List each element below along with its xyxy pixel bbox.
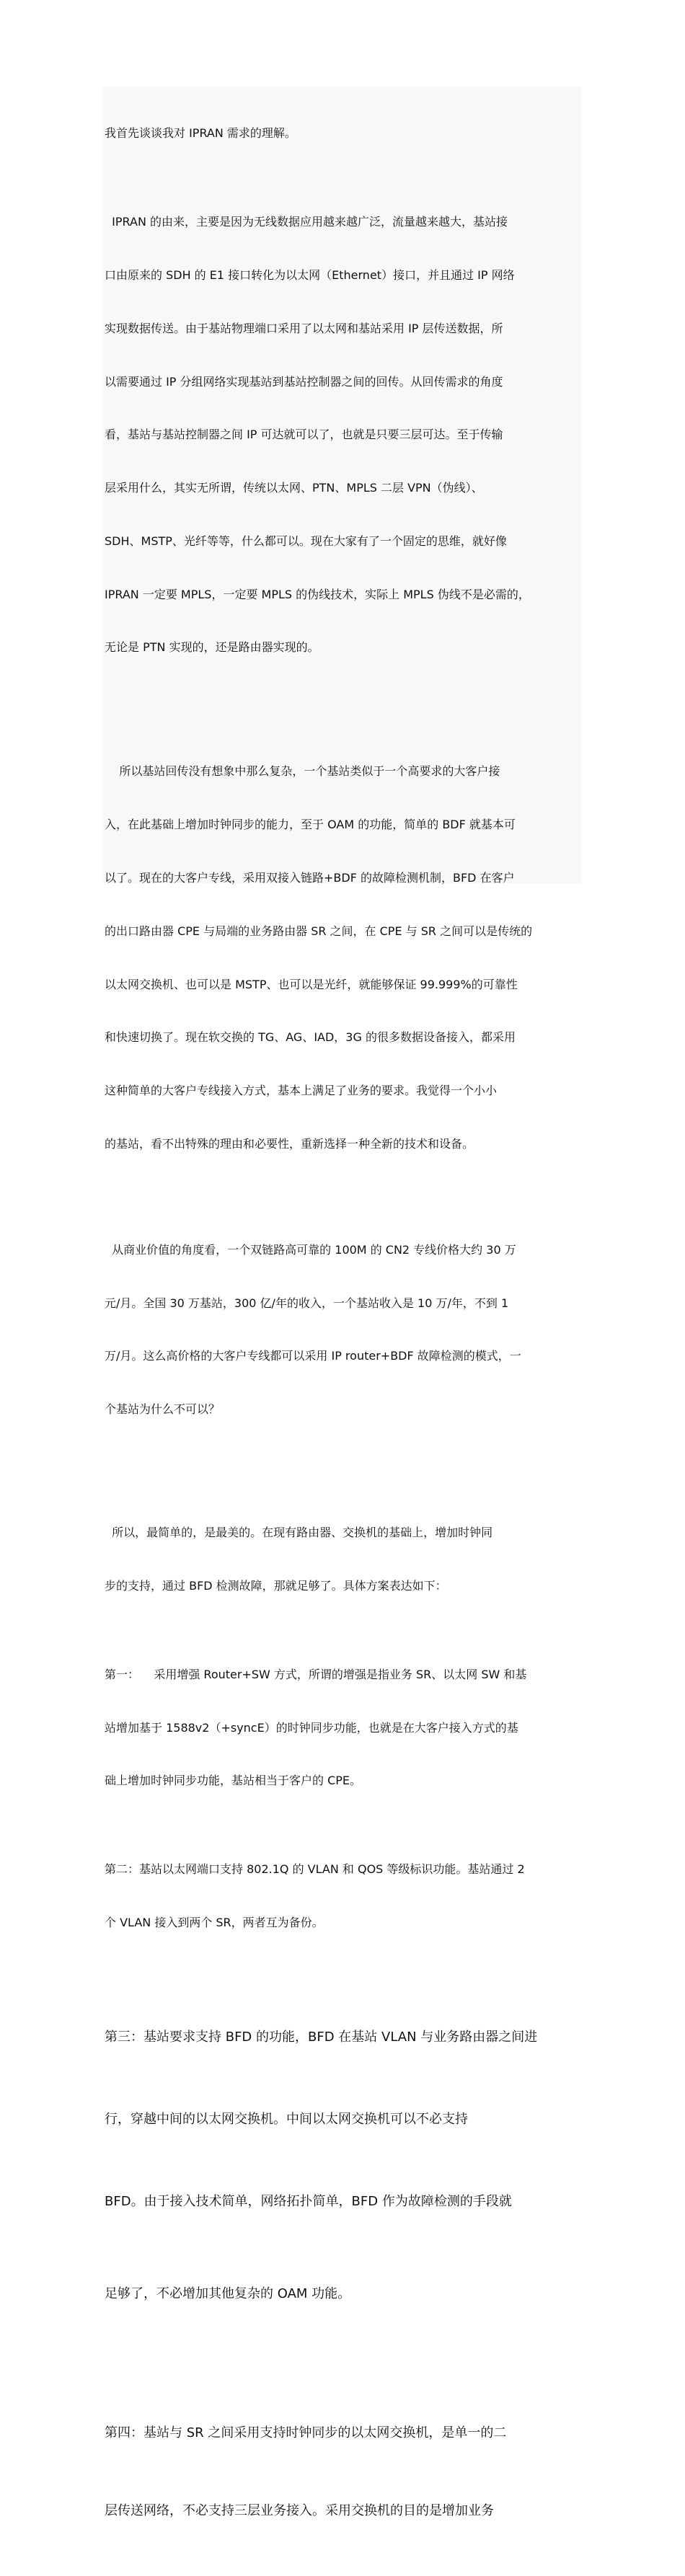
paragraph-fourth [105, 2368, 583, 2576]
text-line: 所以，最简单的，是最美的。在现有路由器、交换机的基础上，增加时钟同 [105, 1526, 493, 1540]
paragraph-first [105, 1631, 583, 1826]
text-line: 所以基站回传没有想象中那么复杂，一个基站类似于一个高要求的大客户接 [105, 764, 500, 779]
text-line: SDH、MSTP、光纤等等，什么都可以。现在大家有了一个固定的思维，就好像 [105, 534, 507, 548]
paragraph-intro [105, 89, 583, 178]
text-line: 个 VLAN 接入到两个 SR，两者互为备份。 [105, 1916, 324, 1930]
text-line: 实现数据传送。由于基站物理端口采用了以太网和基站采用 IP 层传送数据，所 [105, 321, 503, 335]
text-line: 万/月。这么高价格的大客户专线都可以采用 IP router+BDF 故障检测的模式，一 [105, 1349, 521, 1363]
text-line: 和快速切换了。现在软交换的 TG、AG、IAD，3G 的很多数据设备接入，都采用 [105, 1030, 516, 1045]
text-line: 无论是 PTN 实现的，还是路由器实现的。 [105, 640, 319, 655]
paragraph-not-complex [105, 727, 583, 1188]
text-line: IPRAN 的由来，主要是因为无线数据应用越来越广泛，流量越来越大，基站接 [105, 215, 508, 229]
text-line: 元/月。全国 30 万基站，300 亿/年的收入，一个基站收入是 10 万/年，不到 1 [105, 1296, 509, 1310]
text-line: 第一： 采用增强 Router+SW 方式，所谓的增强是指业务 SR、以太网 SW 和基 [105, 1667, 527, 1681]
text-line: 础上增加时钟同步功能，基站相当于客户的 CPE。 [105, 1774, 362, 1788]
text-line: 以了。现在的大客户专线，采用双接入链路+BDF 的故障检测机制，BFD 在客户 [105, 870, 515, 885]
text-line: 个基站为什么不可以？ [105, 1402, 221, 1417]
text-line: 的出口路由器 CPE 与局端的业务路由器 SR 之间，在 CPE 与 SR 之间可以是传统的 [105, 924, 533, 938]
text-line: BFD。由于接入技术简单，网络拓扑简单，BFD 作为故障检测的手段就 [105, 2193, 512, 2209]
document-body [105, 89, 583, 2576]
text-line: 的基站，看不出特殊的理由和必要性，重新选择一种全新的技术和设备。 [105, 1136, 474, 1151]
paragraph-second [105, 1825, 583, 1968]
text-line: 从商业价值的角度看，一个双链路高可靠的 100M 的 CN2 专线价格大约 30 万 [105, 1242, 516, 1257]
text-line: 层采用什么，其实无所谓，传统以太网、PTN、MPLS 二层 VPN（伪线）、 [105, 481, 483, 495]
text-line: 看，基站与基站控制器之间 IP 可达就可以了，也就是只要三层可达。至于传输 [105, 428, 503, 442]
text-line: 以需要通过 IP 分组网络实现基站到基站控制器之间的回传。从回传需求的角度 [105, 374, 503, 389]
text-line: 我首先谈谈我对 IPRAN 需求的理解。 [105, 126, 296, 141]
text-line: 口由原来的 SDH 的 E1 接口转化为以太网（Ethernet）接口，并且通过 IP 网络 [105, 267, 515, 282]
text-line: 步的支持，通过 BFD 检测故障，那就足够了。具体方案表达如下： [105, 1578, 447, 1593]
paragraph-simplest [105, 1489, 583, 1631]
text-line: 层传送网络，不必支持三层业务接入。采用交换机的目的是增加业务 [105, 2502, 494, 2518]
text-line: 第四：基站与 SR 之间采用支持时钟同步的以太网交换机，是单一的二 [105, 2425, 507, 2440]
paragraph-business-value [105, 1206, 583, 1454]
text-line: 行，穿越中间的以太网交换机。中间以太网交换机可以不必支持 [105, 2111, 468, 2127]
text-line: 第二：基站以太网端口支持 802.1Q 的 VLAN 和 QOS 等级标识功能。基站通过 2 [105, 1862, 525, 1877]
text-line: IPRAN 一定要 MPLS，一定要 MPLS 的伪线技术，实际上 MPLS 伪线不是必需的， [105, 587, 530, 601]
text-line: 这种简单的大客户专线接入方式，基本上满足了业务的要求。我觉得一个小小 [105, 1084, 498, 1098]
text-line: 站增加基于 1588v2（+syncE）的时钟同步功能，也就是在大客户接入方式的基 [105, 1720, 518, 1735]
text-line: 以太网交换机、也可以是 MSTP、也可以是光纤，就能够保证 99.999%的可靠性 [105, 977, 518, 991]
paragraph-third [105, 1969, 583, 2363]
text-line: 入，在此基础上增加时钟同步的能力，至于 OAM 的功能，简单的 BDF 就基本可 [105, 818, 516, 832]
text-line: 第三：基站要求支持 BFD 的功能，BFD 在基站 VLAN 与业务路由器之间进 [105, 2029, 538, 2045]
paragraph-ipran-origin [105, 178, 583, 692]
text-line: 足够了，不必增加其他复杂的 OAM 功能。 [105, 2285, 351, 2301]
